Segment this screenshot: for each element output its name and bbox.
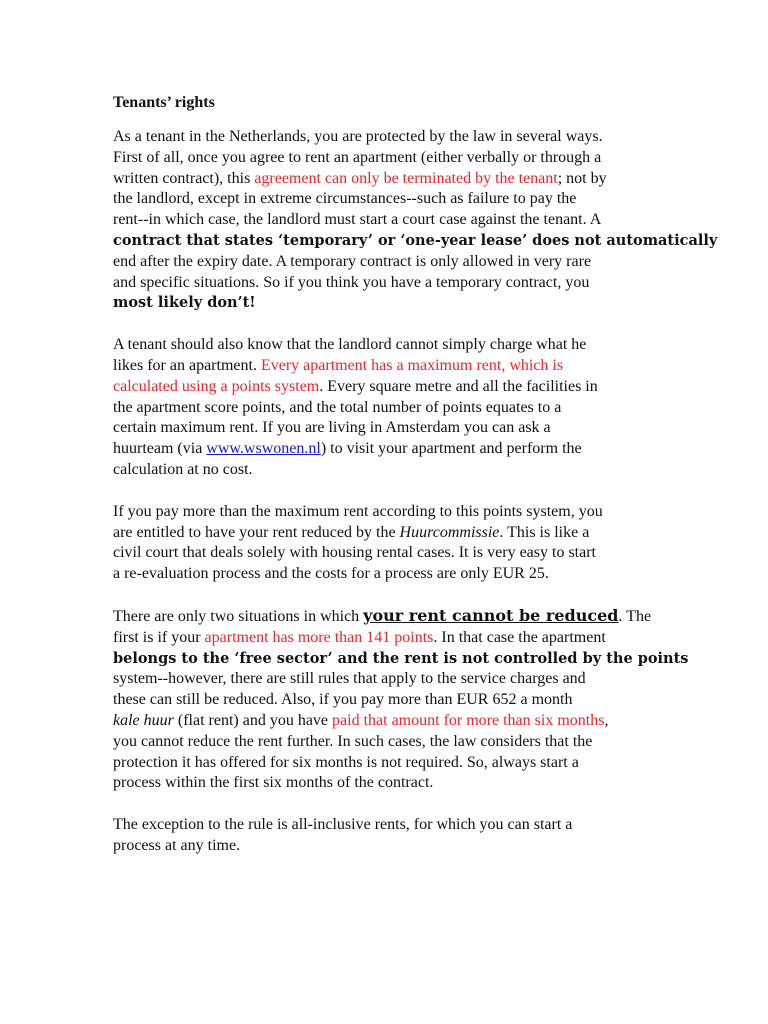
p3-line-2b: . This is like a [499, 523, 590, 541]
p4-line-8: protection it has offered for six months is not required. So, always start a [113, 753, 579, 771]
p2-line-2a: likes for an apartment. [113, 356, 261, 374]
highlight-max-rent: Every apartment has a maximum rent, which is [260, 356, 564, 374]
p3-line-2a: are entitled to have your rent reduced by the [113, 523, 400, 541]
bold-free-sector: belongs to the ‘free sector’ and the rent is not controlled by the points [113, 649, 689, 667]
wswonen-link[interactable]: www.wswonen.nl [206, 440, 321, 458]
highlight-141-points: apartment has more than 141 points [204, 628, 434, 646]
paragraph-2 [113, 335, 673, 481]
highlight-points-system: calculated using a points system [113, 377, 320, 395]
p4-line-5: these can still be reduced. Also, if you pay more than EUR 652 a month [113, 691, 573, 709]
paragraph-5 [113, 815, 673, 857]
p4-line-7: you cannot reduce the rent further. In such cases, the law considers that the [113, 732, 593, 750]
p4-line-1b: . The [618, 607, 652, 625]
p1-line-5: rent--in which case, the landlord must start a court case against the tenant. A [113, 211, 602, 229]
paragraph-1 [113, 127, 718, 314]
bold-rent-not-reduced: your rent cannot be reduced [363, 605, 619, 625]
p1-line-8: and specific situations. So if you think you have a temporary contract, you [113, 273, 590, 291]
p4-line-1a: There are only two situations in which [113, 607, 364, 625]
p2-line-4: the apartment score points, and the total number of points equates to a [113, 398, 562, 416]
p4-line-6a: (flat rent) and you have [173, 711, 333, 729]
p4-line-2b: . In that case the apartment [433, 628, 606, 646]
bold-temporary-contract: contract that states ‘temporary’ or ‘one-year lease’ does not automatically [113, 231, 718, 249]
p4-line-9: process within the first six months of the contract. [113, 774, 434, 792]
paragraph-4 [113, 605, 689, 794]
document-title: Tenants’ rights [113, 94, 215, 111]
p5-line-1: The exception to the rule is all-inclusive rents, for which you can start a [113, 816, 573, 834]
p2-line-6b: ) to visit your apartment and perform the [320, 440, 582, 458]
p1-line-3a: written contract), this [113, 169, 255, 187]
p4-line-4: system--however, there are still rules that apply to the service charges and [113, 670, 586, 688]
highlight-six-months: paid that amount for more than six months [332, 711, 605, 729]
p3-line-4: a re-evaluation process and the costs for a process are only EUR 25. [113, 565, 549, 583]
p1-line-3b: ; not by [557, 169, 607, 187]
p5-line-2: process at any time. [113, 836, 241, 854]
p2-line-3b: . Every square metre and all the facilities in [319, 377, 598, 395]
p1-line-4: the landlord, except in extreme circumstances--such as failure to pay the [113, 190, 577, 208]
p1-line-7: end after the expiry date. A temporary contract is only allowed in very rare [113, 252, 592, 270]
p1-line-2: First of all, once you agree to rent an apartment (either verbally or through a [113, 148, 602, 166]
p3-line-3: civil court that deals solely with housing rental cases. It is very easy to start [113, 544, 596, 562]
bold-most-likely: most likely don’t! [113, 294, 256, 312]
highlight-termination: agreement can only be terminated by the tenant [254, 169, 558, 187]
document-body [113, 93, 718, 878]
p2-line-7: calculation at no cost. [113, 460, 253, 478]
p2-line-6a: huurteam (via [113, 440, 207, 458]
p1-line-1: As a tenant in the Netherlands, you are protected by the law in several ways. [113, 128, 603, 145]
p2-line-1: A tenant should also know that the landlord cannot simply charge what he [113, 336, 587, 354]
p4-line-2a: first is if your [113, 628, 205, 646]
italic-kale-huur: kale huur [113, 711, 174, 729]
p2-line-5: certain maximum rent. If you are living in Amsterdam you can ask a [113, 419, 551, 437]
p3-line-1: If you pay more than the maximum rent according to this points system, you [113, 502, 603, 520]
p4-line-6b: , [604, 711, 609, 729]
italic-huurcommissie: Huurcommissie [399, 523, 500, 541]
paragraph-3 [113, 502, 673, 585]
